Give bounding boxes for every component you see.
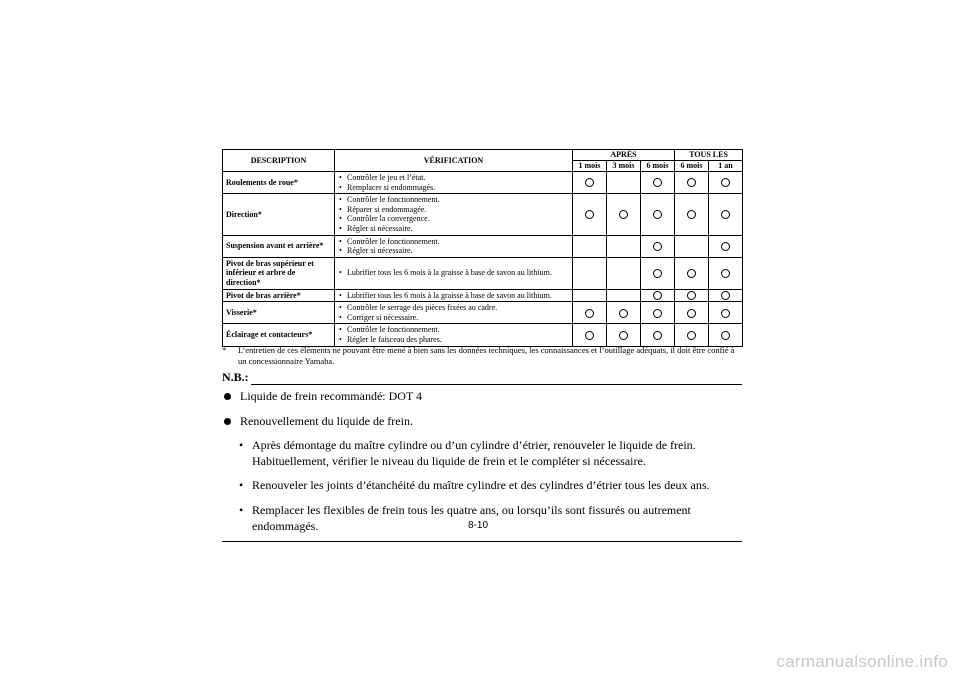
- nb-item: [222, 389, 742, 405]
- interval-cell: [573, 172, 607, 194]
- table-row: [223, 324, 743, 346]
- interval-cell: [573, 194, 607, 235]
- row-verification: [335, 302, 573, 324]
- nb-label: N.B.:: [222, 370, 249, 384]
- interval-cell: [573, 289, 607, 302]
- interval-cell: [675, 172, 709, 194]
- row-description: Pivot de bras supérieur et inférieur et arbre de direction*: [223, 257, 335, 289]
- interval-cell: [641, 302, 675, 324]
- verification-list: [338, 268, 569, 278]
- verification-item: • Contrôler le fonctionnement.: [338, 195, 569, 205]
- nb-line: • Remplacer les flexibles de frein tous les quatre ans, ou lorsqu’ils sont fissurés ou autrement endommagés.: [252, 502, 691, 533]
- verification-item: • Réparer si endommagée.: [338, 205, 569, 215]
- interval-cell: [641, 324, 675, 346]
- nb-rule: [251, 371, 742, 385]
- row-description: Suspension avant et arrière*: [223, 235, 335, 257]
- verification-item: • Contrôler la convergence.: [338, 214, 569, 224]
- circle-mark-icon: [653, 210, 662, 219]
- circle-mark-icon: [653, 309, 662, 318]
- header-verification: VÉRIFICATION: [335, 150, 573, 172]
- nb-item: [222, 414, 742, 430]
- circle-mark-icon: [721, 178, 730, 187]
- header-period: 1 an: [709, 161, 743, 172]
- nb-line: Renouvellement du liquide de frein.: [240, 413, 413, 428]
- verification-item: • Lubrifier tous les 6 mois à la graisse à base de savon au lithium.: [338, 291, 569, 301]
- verification-item: • Remplacer si endommagés.: [338, 183, 569, 193]
- interval-cell: [641, 172, 675, 194]
- interval-cell: [675, 302, 709, 324]
- circle-mark-icon: [585, 178, 594, 187]
- circle-mark-icon: [687, 178, 696, 187]
- circle-mark-icon: [687, 309, 696, 318]
- row-description: Direction*: [223, 194, 335, 235]
- interval-cell: [607, 172, 641, 194]
- interval-cell: [675, 289, 709, 302]
- circle-mark-icon: [619, 210, 628, 219]
- verification-item: • Contrôler le serrage des pièces fixées au cadre.: [338, 303, 569, 313]
- interval-cell: [675, 257, 709, 289]
- verification-item: • Lubrifier tous les 6 mois à la graisse à base de savon au lithium.: [338, 268, 569, 278]
- table-row: [223, 235, 743, 257]
- nb-section: [222, 370, 742, 542]
- circle-mark-icon: [721, 309, 730, 318]
- row-verification: [335, 194, 573, 235]
- header-period: 1 mois: [573, 161, 607, 172]
- row-description: Visserie*: [223, 302, 335, 324]
- nb-list: [222, 389, 742, 534]
- header-period: 6 mois: [675, 161, 709, 172]
- interval-cell: [641, 257, 675, 289]
- verification-item: • Régler si nécessaire.: [338, 224, 569, 234]
- interval-cell: [607, 324, 641, 346]
- header-period: 6 mois: [641, 161, 675, 172]
- circle-mark-icon: [687, 291, 696, 300]
- circle-mark-icon: [721, 269, 730, 278]
- interval-cell: [641, 235, 675, 257]
- interval-cell: [709, 302, 743, 324]
- nb-line: • Après démontage du maître cylindre ou d’un cylindre d’étrier, renouveler le liquide de frein.: [252, 438, 696, 453]
- header-every: TOUS LES: [675, 150, 743, 161]
- interval-cell: [607, 302, 641, 324]
- verification-item: • Contrôler le fonctionnement.: [338, 325, 569, 335]
- row-verification: [335, 257, 573, 289]
- circle-mark-icon: [619, 331, 628, 340]
- watermark: carmanualsonline.info: [776, 652, 948, 671]
- page-number: 8-10: [468, 520, 489, 531]
- circle-mark-icon: [687, 210, 696, 219]
- row-description: Éclairage et contacteurs*: [223, 324, 335, 346]
- circle-mark-icon: [687, 269, 696, 278]
- circle-mark-icon: [585, 309, 594, 318]
- interval-cell: [607, 194, 641, 235]
- maintenance-table: [222, 149, 743, 347]
- circle-mark-icon: [721, 291, 730, 300]
- verification-list: [338, 291, 569, 301]
- footnote-marker: *: [222, 345, 227, 355]
- circle-mark-icon: [653, 291, 662, 300]
- nb-line: Liquide de frein recommandé: DOT 4: [240, 389, 423, 403]
- circle-mark-icon: [585, 331, 594, 340]
- circle-mark-icon: [653, 242, 662, 251]
- row-description: Roulements de roue*: [223, 172, 335, 194]
- verification-item: • Corriger si nécessaire.: [338, 313, 569, 323]
- maintenance-table-container: [222, 149, 742, 347]
- row-description: Pivot de bras arrière*: [223, 289, 335, 302]
- footnote: [222, 345, 742, 367]
- interval-cell: [709, 289, 743, 302]
- header-description: DESCRIPTION: [223, 150, 335, 172]
- interval-cell: [641, 194, 675, 235]
- circle-mark-icon: [653, 269, 662, 278]
- interval-cell: [573, 302, 607, 324]
- nb-bottom-rule: [222, 541, 742, 542]
- verification-list: [338, 325, 569, 344]
- interval-cell: [607, 289, 641, 302]
- interval-cell: [709, 194, 743, 235]
- circle-mark-icon: [721, 242, 730, 251]
- circle-mark-icon: [653, 331, 662, 340]
- interval-cell: [675, 194, 709, 235]
- interval-cell: [641, 289, 675, 302]
- header-period: 3 mois: [607, 161, 641, 172]
- nb-subitem: [222, 438, 742, 469]
- row-verification: [335, 172, 573, 194]
- verification-list: [338, 173, 569, 192]
- table-row: [223, 289, 743, 302]
- interval-cell: [573, 257, 607, 289]
- verification-item: • Régler si nécessaire.: [338, 246, 569, 256]
- nb-line: • Renouveler les joints d’étanchéité du maître cylindre et des cylindres d’étrier tous les deux ans.: [252, 478, 710, 493]
- interval-cell: [675, 235, 709, 257]
- circle-mark-icon: [653, 178, 662, 187]
- interval-cell: [675, 324, 709, 346]
- row-verification: [335, 235, 573, 257]
- circle-mark-icon: [687, 331, 696, 340]
- nb-heading: [222, 370, 742, 385]
- interval-cell: [709, 257, 743, 289]
- header-after: APRÈS: [573, 150, 675, 161]
- circle-mark-icon: [585, 210, 594, 219]
- circle-mark-icon: [721, 210, 730, 219]
- table-row: [223, 172, 743, 194]
- footnote-text: L’entretien de ces éléments ne pouvant être mené à bien sans les données techniques, les connaissances et l’outillage adéquats, il doit être confié à un concessionnaire Yamaha.: [238, 345, 735, 367]
- row-verification: [335, 289, 573, 302]
- table-row: [223, 194, 743, 235]
- verification-list: [338, 195, 569, 233]
- verification-item: • Contrôler le jeu et l’état.: [338, 173, 569, 183]
- table-row: [223, 257, 743, 289]
- nb-subitem: [222, 478, 742, 494]
- interval-cell: [607, 235, 641, 257]
- circle-mark-icon: [721, 331, 730, 340]
- interval-cell: [709, 235, 743, 257]
- verification-list: [338, 303, 569, 322]
- verification-list: [338, 237, 569, 256]
- interval-cell: [709, 324, 743, 346]
- interval-cell: [709, 172, 743, 194]
- interval-cell: [573, 235, 607, 257]
- circle-mark-icon: [619, 309, 628, 318]
- verification-item: • Régler le faisceau des phares.: [338, 335, 569, 345]
- interval-cell: [607, 257, 641, 289]
- interval-cell: [573, 324, 607, 346]
- row-verification: [335, 324, 573, 346]
- table-row: [223, 302, 743, 324]
- maintenance-table-body: [223, 172, 743, 347]
- nb-line: Habituellement, vérifier le niveau du liquide de frein et le compléter si nécessaire.: [252, 453, 646, 468]
- verification-item: • Contrôler le fonctionnement.: [338, 237, 569, 247]
